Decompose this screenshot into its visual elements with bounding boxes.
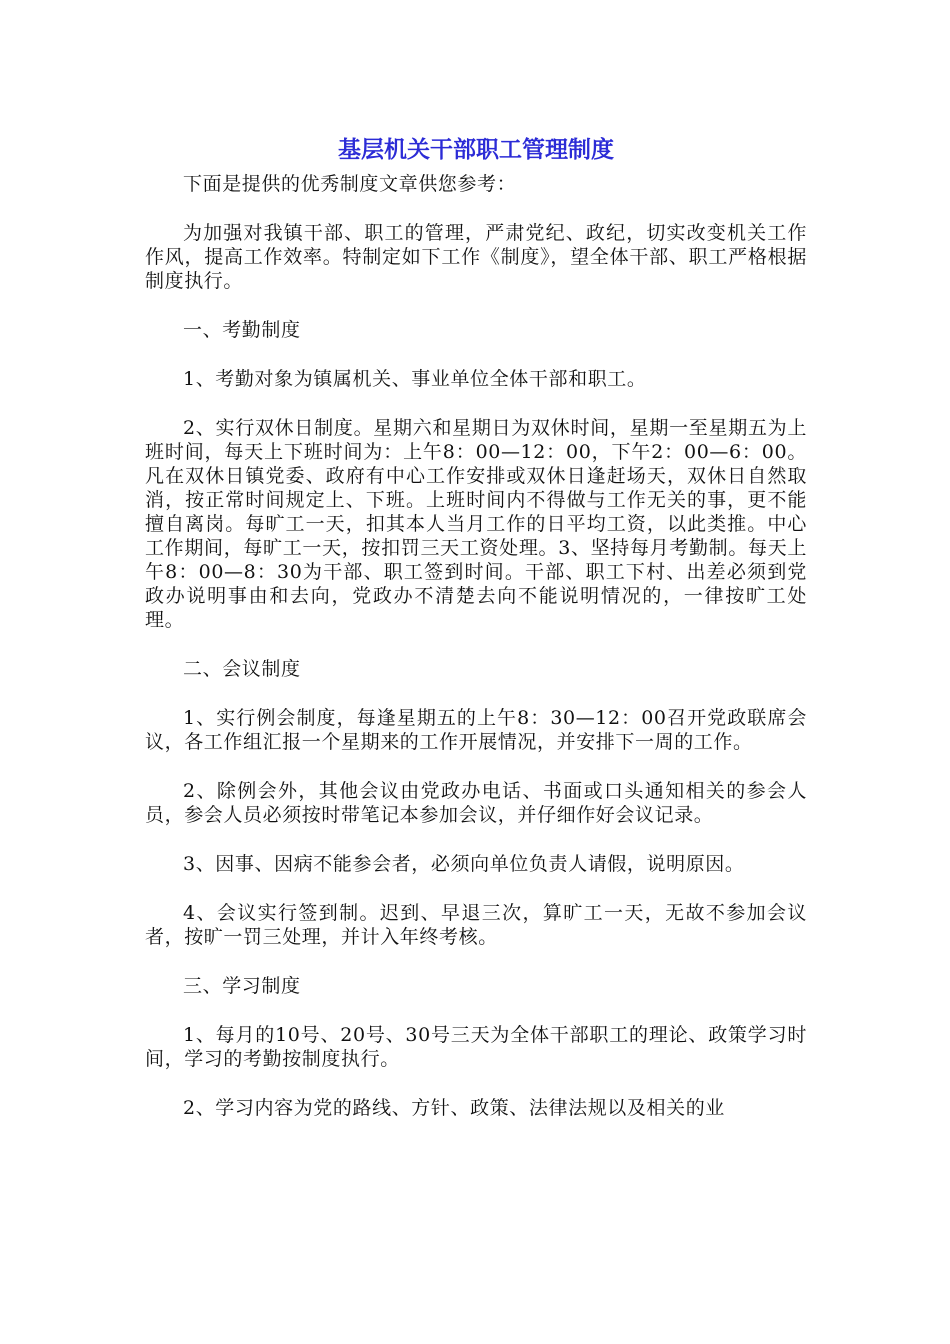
- study-item-2: 2、学习内容为党的路线、方针、政策、法律法规以及相关的业: [183, 1097, 725, 1119]
- intro-paragraph: 下面是提供的优秀制度文章供您参考：: [183, 173, 517, 195]
- preamble-paragraph: 为加强对我镇干部、职工的管理，严肃党纪、政纪，切实改变机关工作作风，提高工作效率。特制定如下工作《制度》，望全体干部、职工严格根据制度执行。: [145, 222, 807, 292]
- document-page: [145, 132, 807, 1145]
- meetings-item-3: 3、因事、因病不能参会者，必须向单位负责人请假，说明原因。: [183, 853, 745, 875]
- meetings-item-2: 2、除例会外，其他会议由党政办电话、书面或口头通知相关的参会人员，参会人员必须按时带笔记本参加会议，并仔细作好会议记录。: [145, 780, 807, 826]
- section-heading-meetings: 二、会议制度: [183, 658, 301, 680]
- study-item-1: 1、每月的10号、20号、30号三天为全体干部职工的理论、政策学习时间，学习的考勤按制度执行。: [145, 1024, 807, 1070]
- document-title: 基层机关干部职工管理制度: [338, 137, 614, 163]
- section-heading-study: 三、学习制度: [183, 975, 301, 997]
- attendance-item-2: 2、实行双休日制度。星期六和星期日为双休时间，星期一至星期五为上班时间，每天上下班时间为：上午8：00—12：00，下午2：00—6：00。凡在双休日镇党委、政府有中心工作安排或双休日逢赶场天，双休日自然取消，按正常时间规定上、下班。上班时间内不得做与工作无关的事，更不能擅自离岗。每旷工一天，扣其本人当月工作的日平均工资，以此类推。中心工作期间，每旷工一天，按扣罚三天工资处理。3、坚持每月考勤制。每天上午8：00—8：30为干部、职工签到时间。干部、职工下村、出差必须到党政办说明事由和去向，党政办不清楚去向不能说明情况的，一律按旷工处理。: [145, 417, 807, 631]
- meetings-item-4: 4、会议实行签到制。迟到、早退三次，算旷工一天，无故不参加会议者，按旷一罚三处理，并计入年终考核。: [145, 902, 807, 948]
- attendance-item-1: 1、考勤对象为镇属机关、事业单位全体干部和职工。: [183, 368, 647, 390]
- meetings-item-1: 1、实行例会制度，每逢星期五的上午8：30—12：00召开党政联席会议，各工作组汇报一个星期来的工作开展情况，并安排下一周的工作。: [145, 707, 807, 753]
- section-heading-attendance: 一、考勤制度: [183, 319, 301, 341]
